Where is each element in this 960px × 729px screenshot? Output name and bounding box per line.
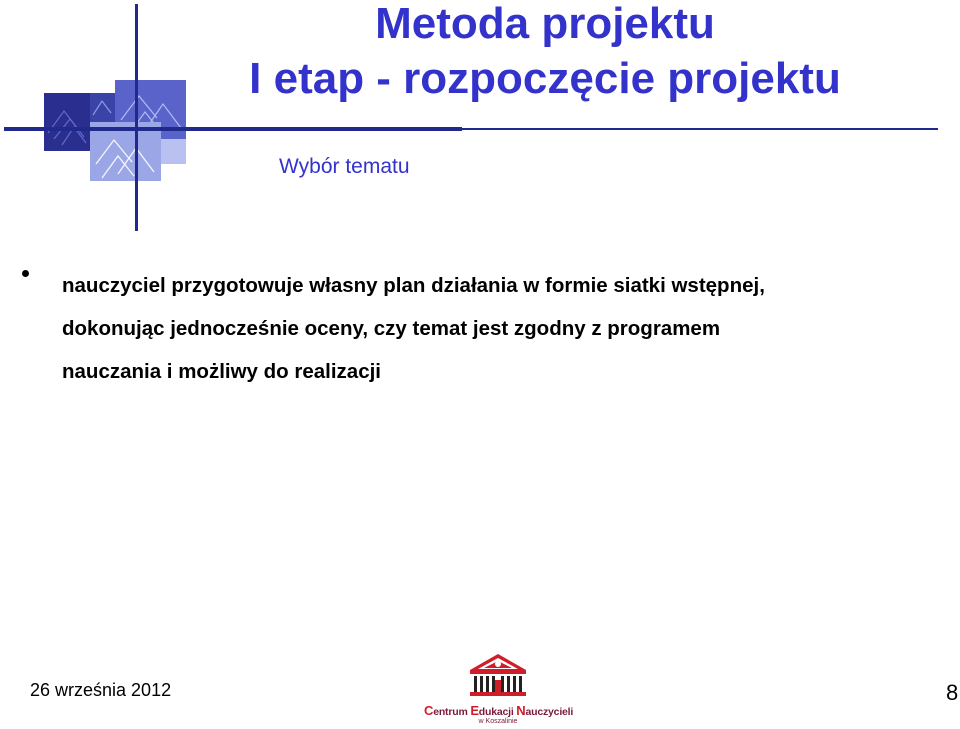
bullet-icon xyxy=(22,270,29,277)
cen-logo xyxy=(424,652,572,726)
page-number: 8 xyxy=(946,680,959,705)
horizontal-divider-line xyxy=(462,128,938,130)
bullet-text xyxy=(62,264,942,393)
horizontal-accent-line xyxy=(4,127,462,131)
building-icon xyxy=(424,652,572,704)
logo-text: Centrum Edukacji Nauczycieli xyxy=(424,703,574,718)
bullet-line-3: nauczania i możliwy do realizacji xyxy=(62,360,381,383)
decorative-square-dark xyxy=(44,93,90,151)
slide-title-line-2: I etap - rozpoczęcie projektu xyxy=(249,54,841,103)
bullet-line-1: nauczyciel przygotowuje własny plan działania w formie siatki wstępnej, xyxy=(62,274,765,297)
vertical-accent-line xyxy=(135,4,138,231)
bullet-line-2: dokonując jednocześnie oceny, czy temat jest zgodny z programem xyxy=(62,317,721,340)
slide-subtitle: Wybór tematu xyxy=(279,155,410,178)
footer-date: 26 września 2012 xyxy=(30,680,172,700)
decorative-square-top xyxy=(90,93,115,122)
decorative-square-small xyxy=(161,139,186,164)
slide-title-line-1: Metoda projektu xyxy=(375,0,715,48)
logo-subtext: w Koszalinie xyxy=(478,718,518,725)
